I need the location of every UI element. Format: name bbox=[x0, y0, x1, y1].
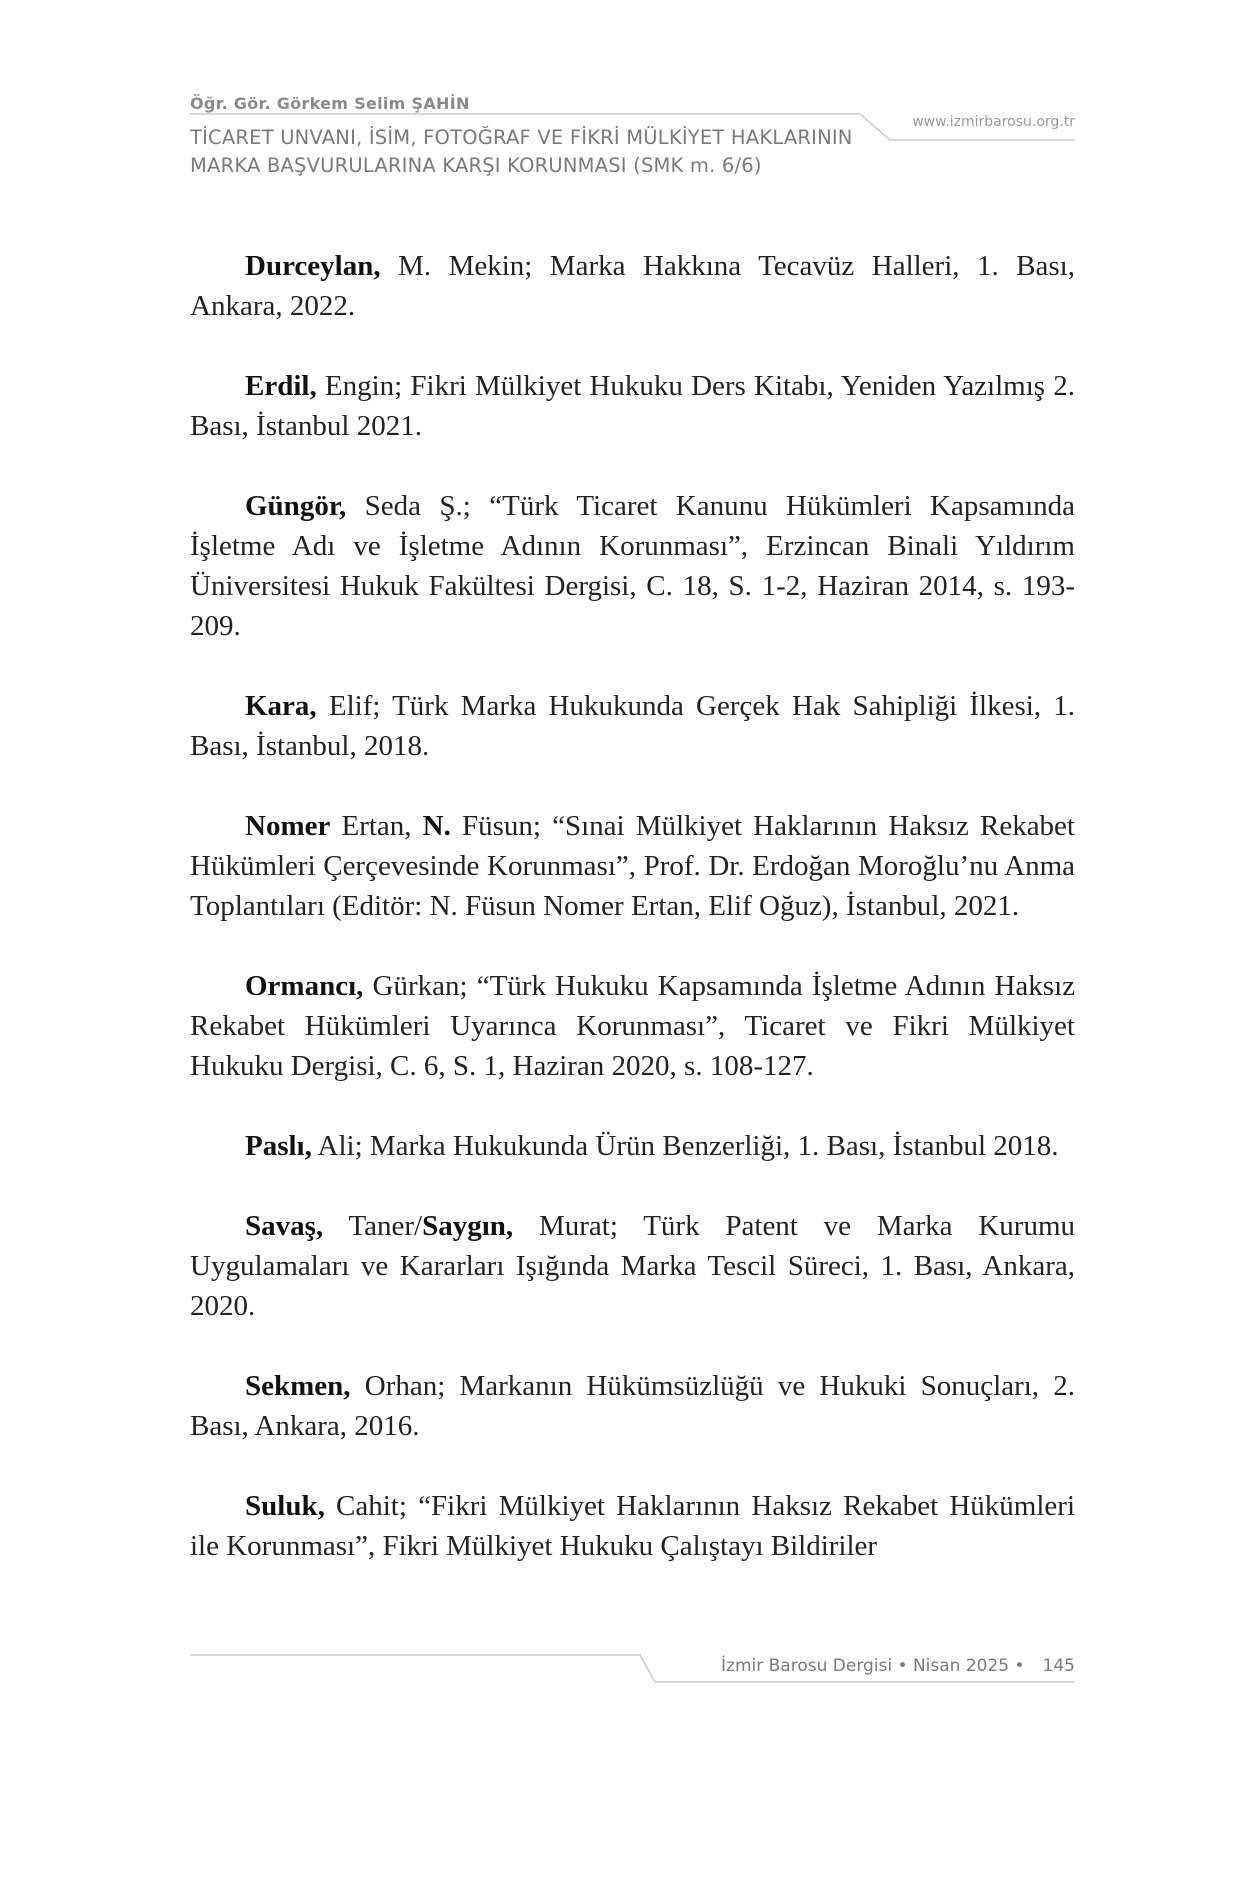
reference-entry bbox=[190, 1126, 1075, 1166]
bibliography-list bbox=[190, 246, 1075, 1606]
journal-name: İzmir Barosu Dergisi • Nisan 2025 • bbox=[721, 1656, 1025, 1676]
reference-text: Seda Ş.; “Türk Ticaret Kanunu Hükümleri Kapsamında İşletme Adı ve İşletme Adının Korunması”, Erzincan Binali Yıldırım Üniversitesi Hukuk Fakültesi Dergisi, C. 18, S. 1-2, Haziran 2014, s. 193-209. bbox=[190, 490, 1075, 642]
reference-author: Nomer bbox=[245, 810, 331, 842]
reference-text: Elif; Türk Marka Hukukunda Gerçek Hak Sahipliği İlkesi, 1. Bası, İstanbul, 2018. bbox=[190, 690, 1075, 762]
reference-entry bbox=[190, 806, 1075, 926]
reference-entry bbox=[190, 1486, 1075, 1566]
reference-text: Cahit; “Fikri Mülkiyet Haklarının Haksız Rekabet Hükümleri ile Korunması”, Fikri Mülkiyet Hukuku Çalıştayı Bildiriler bbox=[190, 1490, 1075, 1562]
reference-author-second: Saygın, bbox=[422, 1210, 514, 1242]
footer-text bbox=[721, 1656, 1075, 1676]
reference-author: Suluk, bbox=[245, 1490, 325, 1522]
reference-text: Gürkan; “Türk Hukuku Kapsamında İşletme Adının Haksız Rekabet Hükümleri Uyarınca Korunması”, Ticaret ve Fikri Mülkiyet Hukuku Dergisi, C. 6, S. 1, Haziran 2020, s. 108-127. bbox=[190, 970, 1075, 1082]
reference-text: M. Mekin; Marka Hakkına Tecavüz Halleri, 1. Bası, Ankara, 2022. bbox=[190, 250, 1075, 322]
reference-text-mid: Ertan, bbox=[330, 810, 423, 842]
author-name: Öğr. Gör. Görkem Selim ŞAHİN bbox=[190, 94, 470, 113]
reference-entry bbox=[190, 246, 1075, 326]
reference-text: Engin; Fikri Mülkiyet Hukuku Ders Kitabı, Yeniden Yazılmış 2. Bası, İstanbul 2021. bbox=[190, 370, 1075, 442]
reference-text: Ali; Marka Hukukunda Ürün Benzerliği, 1. Bası, İstanbul 2018. bbox=[311, 1130, 1059, 1162]
reference-text: Murat; Türk Patent ve Marka Kurumu Uygulamaları ve Kararları Işığında Marka Tescil Süreci, 1. Bası, Ankara, 2020. bbox=[190, 1210, 1075, 1322]
reference-author: Sekmen, bbox=[245, 1370, 351, 1402]
reference-entry bbox=[190, 966, 1075, 1086]
reference-entry bbox=[190, 366, 1075, 446]
reference-author: Kara, bbox=[245, 690, 317, 722]
reference-text: Füsun; “Sınai Mülkiyet Haklarının Haksız Rekabet Hükümleri Çerçevesinde Korunması”, Prof. Dr. Erdoğan Moroğlu’nu Anma Toplantıları (Editör: N. Füsun Nomer Ertan, Elif Oğuz), İstanbul, 2021. bbox=[190, 810, 1075, 922]
reference-entry bbox=[190, 1206, 1075, 1326]
reference-author: Durceylan, bbox=[245, 250, 381, 282]
reference-author-second: N. bbox=[422, 810, 451, 842]
article-title-line-1: TİCARET UNVANI, İSİM, FOTOĞRAF VE FİKRİ MÜLKİYET HAKLARININ bbox=[190, 126, 853, 149]
page-number: 145 bbox=[1042, 1656, 1075, 1676]
website-url[interactable]: www.izmirbarosu.org.tr bbox=[912, 114, 1075, 130]
page-footer bbox=[190, 1650, 1075, 1690]
reference-author: Paslı, bbox=[245, 1130, 312, 1162]
reference-entry bbox=[190, 1366, 1075, 1446]
article-title-line-2: MARKA BAŞVURULARINA KARŞI KORUNMASI (SMK m. 6/6) bbox=[190, 154, 762, 177]
page-header bbox=[190, 94, 1075, 194]
reference-entry bbox=[190, 486, 1075, 646]
reference-author: Ormancı, bbox=[245, 970, 364, 1002]
reference-entry bbox=[190, 686, 1075, 766]
reference-text-mid: Taner/ bbox=[323, 1210, 423, 1242]
reference-text: Orhan; Markanın Hükümsüzlüğü ve Hukuki Sonuçları, 2. Bası, Ankara, 2016. bbox=[190, 1370, 1075, 1442]
reference-author: Güngör, bbox=[245, 490, 347, 522]
reference-author: Erdil, bbox=[245, 370, 317, 402]
reference-author: Savaş, bbox=[245, 1210, 324, 1242]
